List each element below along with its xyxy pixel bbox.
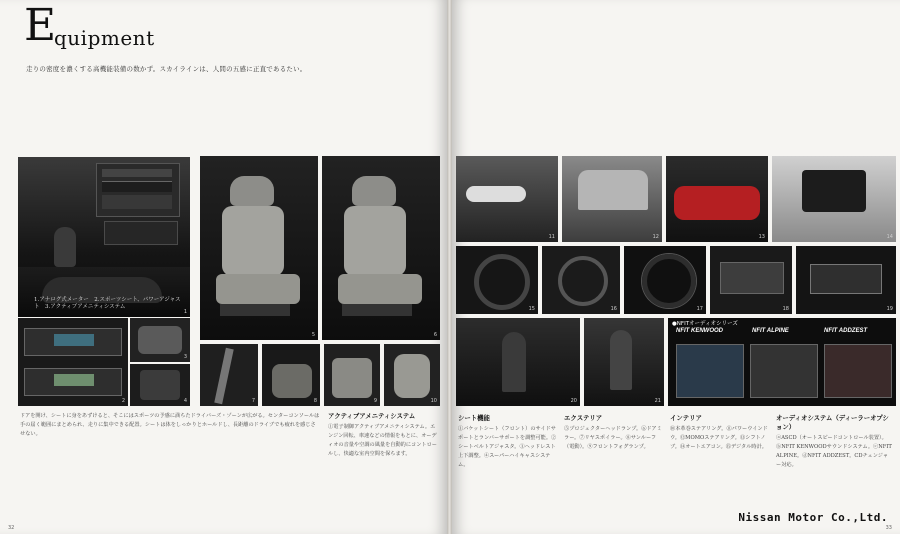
photo-center-console: [18, 157, 190, 317]
photo-armrest: [130, 318, 190, 362]
photo-number: 5: [311, 332, 315, 338]
photo-number: 18: [782, 306, 789, 312]
col1-title: シート機能: [458, 414, 490, 422]
photo-momo-wheel: [624, 246, 706, 314]
photo-number: 11: [548, 234, 555, 240]
right-col-2: [564, 414, 664, 452]
right-col-3: [670, 414, 770, 452]
col3-title: インテリア: [670, 414, 702, 422]
col4-body: ⓐASCD（オートスピードコントロール装置）。ⓑNFIT KENWOODサウンドシステム。ⓒNFIT ALPINE。ⓓNFIT ADDZEST。CDチェンジャー対応。: [776, 435, 892, 468]
photo-rear-seat: [324, 344, 380, 406]
photo-number: 6: [433, 332, 437, 338]
photo-number: 19: [886, 306, 893, 312]
right-col-4: [776, 414, 892, 470]
photo-number: 13: [758, 234, 765, 240]
photo-seatbelt: [200, 344, 258, 406]
left-page: [0, 0, 447, 534]
photo-passenger-seat: [322, 156, 440, 340]
photo-red-spoiler: [666, 156, 768, 242]
photo-number: 15: [528, 306, 535, 312]
left-intro-text: [20, 412, 320, 439]
photo-headrest: [384, 344, 440, 406]
photo-seat-detail: [262, 344, 320, 406]
photo-number: 21: [654, 398, 661, 404]
photo-caption: 1.アナログ式メーター 2.スポーツシート、パワーアジャスト 3.アクティブアメニティシステム: [34, 297, 181, 310]
photo-speaker: [130, 364, 190, 406]
photo-seat-memory: [796, 246, 896, 314]
col4-title: オーディオシステム（ディーラーオプション）: [776, 414, 889, 431]
heading-initial: E: [24, 0, 57, 51]
photo-steering: [456, 246, 538, 314]
photo-driver-seat: [200, 156, 318, 340]
col2-body: ⑤プロジェクターヘッドランプ。⑥ドアミラー。⑦リヤスポイラー。⑧サンルーフ（電動）。⑨フロントフォグランプ。: [564, 426, 662, 450]
photo-dash-wheel: [542, 246, 620, 314]
photo-number: 10: [430, 398, 437, 404]
photo-number: 17: [696, 306, 703, 312]
photo-headlamp: [456, 156, 558, 242]
photo-number: 8: [313, 398, 317, 404]
photo-stereo-units: [18, 318, 128, 406]
heading-subtitle: 走りの密度を濃くする高機能装備の数かず。スカイラインは、人間の五感に正直であるたい。: [26, 65, 307, 73]
watermark-credit: Nissan Motor Co.,Ltd.: [738, 511, 888, 524]
photo-number: 9: [373, 398, 377, 404]
photo-sunroof: [772, 156, 896, 242]
photo-number: 4: [183, 398, 187, 404]
photo-window-switch: [710, 246, 792, 314]
photo-number: 3: [183, 354, 187, 360]
photo-number: 7: [251, 398, 255, 404]
section-body: ①電子制御アクティブアメニティシステム。エンジン回転、車速などの情報をもとに、オーディオの音量や空調の風量を自動的にコントロールし、快適な室内空間を保ちます。: [328, 424, 437, 457]
photo-shift-knob: [584, 318, 664, 406]
photo-number: 2: [121, 398, 125, 404]
photo-rear-view: [562, 156, 662, 242]
audio-series-panel: [668, 318, 896, 406]
col1-body: ①バケットシート（フロント）のサイドサポートとランバーサポートを調整可能。②シートベルトアジャスタ。③ヘッドレスト上下調整。④スーパーハイキャスシステム。: [458, 426, 557, 468]
brand-addzest: NFIT ADDZEST: [824, 328, 868, 334]
right-page: [452, 0, 900, 534]
page-number-right: 33: [885, 525, 892, 531]
intro-paragraph: ドアを開け、シートに身をあずけると、そこにはスポーツの予感に満ちたドライバーズ・ゾーンが広がる。センターコンソールは手の届く範囲にまとめられ、走りに集中できる配置。シートは体をしっかりとホールドし、長距離のドライブでも疲れを感じさせない。: [20, 413, 320, 437]
left-section: [328, 412, 440, 459]
brand-alpine: NFIT ALPINE: [752, 328, 789, 334]
photo-number: 1: [183, 309, 187, 315]
right-col-1: [458, 414, 558, 470]
photo-number: 20: [570, 398, 577, 404]
photo-number: 12: [652, 234, 659, 240]
heading-title: quipment: [54, 26, 155, 50]
photo-shift-lever: [456, 318, 580, 406]
col3-body: ⑩本革巻ステアリング。⑪パワーウインドウ。⑫MOMOステアリング。⑬シフトノブ。⑭オートエアコン。⑮デジタル時計。: [670, 426, 768, 450]
photo-number: 16: [610, 306, 617, 312]
page-number-left: 32: [8, 525, 15, 531]
photo-number: 14: [886, 234, 893, 240]
section-title: アクティブアメニティシステム: [328, 412, 416, 420]
brand-kenwood: NFIT KENWOOD: [676, 328, 723, 334]
audio-series-title: ●NFITオーディオシリーズ: [672, 321, 738, 327]
col2-title: エクステリア: [564, 414, 603, 422]
